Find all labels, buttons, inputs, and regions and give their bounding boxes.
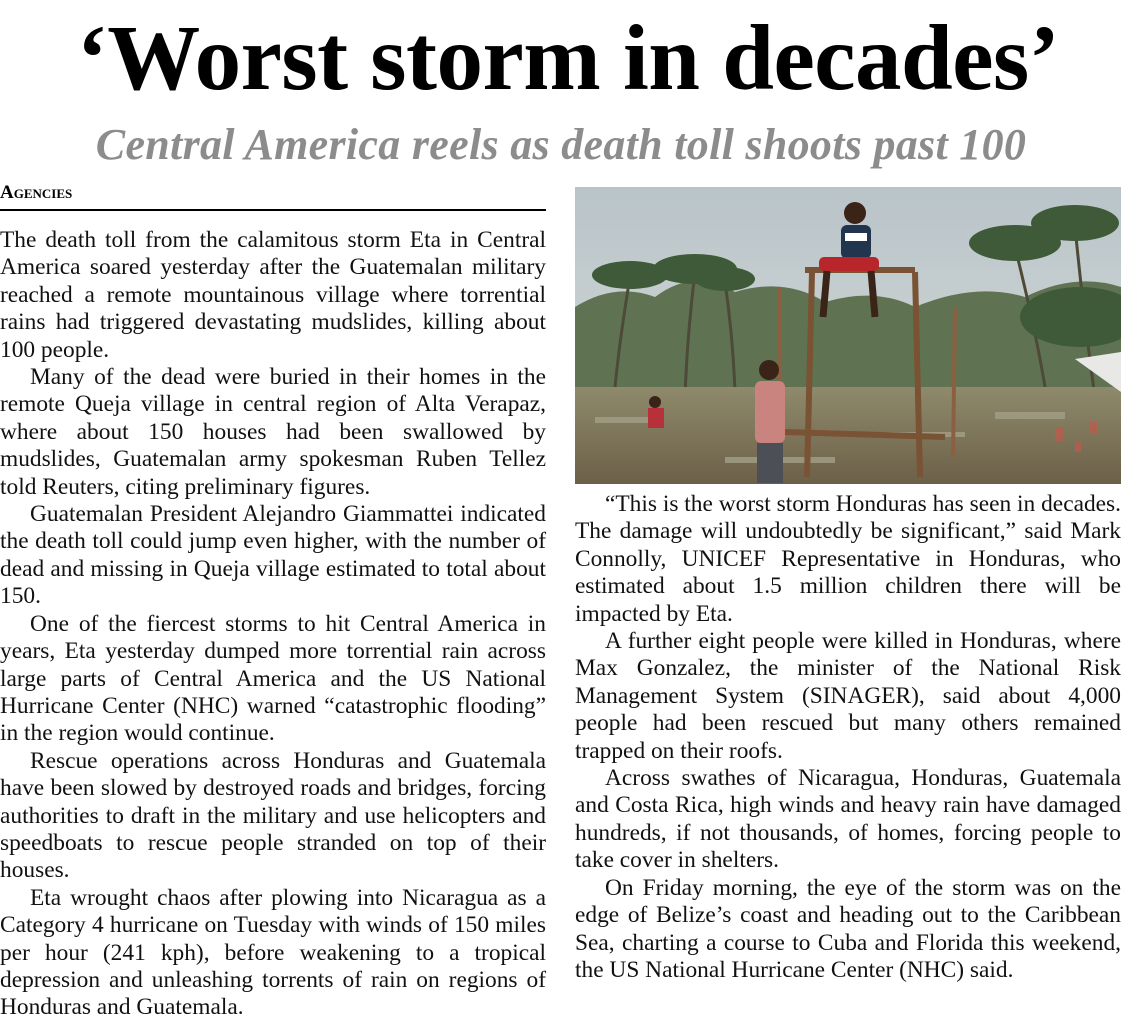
article-column-left [0,227,546,1022]
paragraph: Across swathes of Nicaragua, Honduras, Guatemala and Costa Rica, high winds and heavy rain have damaged hundreds, if not thousands, of homes, forcing people to take cover in shelters. [575,765,1121,874]
paragraph: On Friday morning, the eye of the storm was on the edge of Belize’s coast and heading out to the Caribbean Sea, charting a course to Cuba and Florida this weekend, the US National Hurricane Center (NHC) said. [575,874,1121,983]
paragraph: Eta wrought chaos after plowing into Nicaragua as a Category 4 hurricane on Tuesday with winds of 150 miles per hour (241 kph), before weakening to a tropical depression and unleashing torrents of rain on regions of Honduras and Guatemala. [0,884,546,1021]
paragraph: Rescue operations across Honduras and Guatemala have been slowed by destroyed roads and bridges, forcing authorities to draft in the military and use helicopters and speedboats to rescue people stranded on top of their houses. [0,747,546,884]
headline: ‘Worst storm in decades’ [76,7,1060,110]
byline: Agencies [0,180,546,211]
paragraph: Guatemalan President Alejandro Giammattei indicated the death toll could jump even higher, with the number of dead and missing in Queja village estimated to total about 150. [0,501,546,610]
article-column-right [575,491,1121,984]
paragraph: “This is the worst storm Honduras has seen in decades. The damage will undoubtedly be significant,” said Mark Connolly, UNICEF Representative in Honduras, who estimated about 1.5 million children there will be impacted by Eta. [575,491,1121,627]
paragraph: The death toll from the calamitous storm Eta in Central America soared yesterday after the Guatemalan military reached a remote mountainous village where torrential rains had triggered devastating mudslides, killing about 100 people. [0,227,546,363]
paragraph: One of the fiercest storms to hit Central America in years, Eta yesterday dumped more torrential rain across large parts of Central America and the US National Hurricane Center (NHC) warned “catastrophic flooding” in the region would continue. [0,610,546,747]
storm-damage-photo [575,187,1121,484]
paragraph: A further eight people were killed in Honduras, where Max Gonzalez, the minister of the National Risk Management System (SINAGER), said about 4,000 people had been rescued but many others remained trapped on their roofs. [575,628,1121,764]
subheadline: Central America reels as death toll shoots past 100 [95,120,1027,169]
paragraph: Many of the dead were buried in their homes in the remote Queja village in central region of Alta Verapaz, where about 150 houses had been swallowed by mudslides, Guatemalan army spokesman Ruben Tellez told Reuters, citing preliminary figures. [0,364,546,500]
